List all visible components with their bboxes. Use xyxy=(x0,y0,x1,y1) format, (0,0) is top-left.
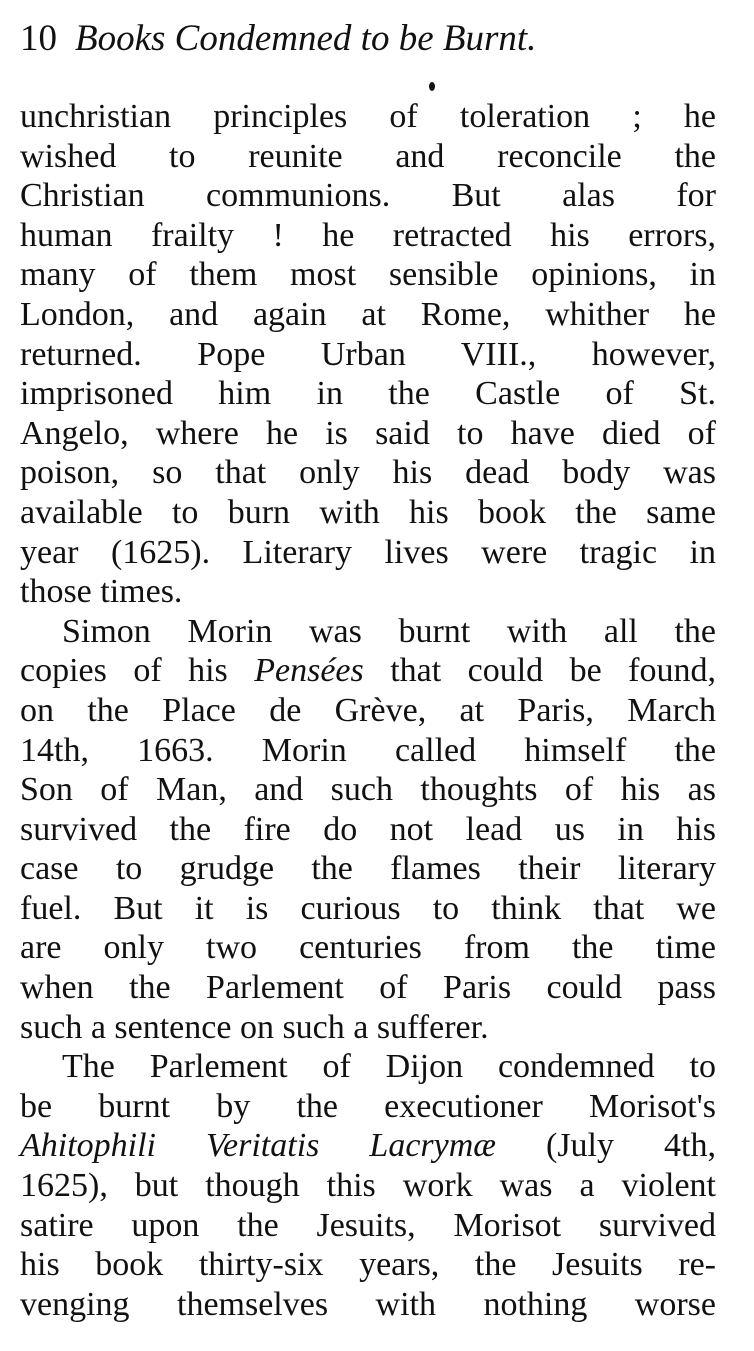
text-line: 14th, 1663. Morin called himself the xyxy=(20,731,716,769)
text-line: London, and again at Rome, whither he xyxy=(20,295,716,333)
body-text xyxy=(20,97,716,1324)
text-line: human frailty ! he retracted his errors, xyxy=(20,216,716,254)
text-segment: that could be found, xyxy=(363,652,717,690)
text-line: on the Place de Grève, at Paris, March xyxy=(20,691,716,729)
ink-dot-mark xyxy=(429,82,435,91)
book-title-pensees: Pensées xyxy=(254,652,364,690)
text-line: fuel. But it is curious to think that we xyxy=(20,889,716,927)
running-head xyxy=(20,14,730,64)
text-line: Christian communions. But alas for xyxy=(20,177,716,215)
text-line: poison, so that only his dead body was xyxy=(20,454,716,492)
text-line: case to grudge the flames their literary xyxy=(20,850,716,888)
paragraph-3 xyxy=(20,1047,716,1324)
text-line: year (1625). Literary lives were tragic in xyxy=(20,533,716,571)
text-line: 1625), but though this work was a violent xyxy=(20,1167,716,1205)
paragraph-1 xyxy=(20,97,716,612)
text-line: unchristian principles of toleration ; he xyxy=(20,98,716,135)
text-line: Angelo, where he is said to have died of xyxy=(20,414,716,452)
text-line: be burnt by the executioner Morisot's xyxy=(20,1087,716,1125)
running-title: Books Condemned to be Burnt. xyxy=(75,18,537,59)
text-line xyxy=(20,1126,716,1166)
text-line: wished to reunite and reconcile the xyxy=(20,137,716,175)
text-line: many of them most sensible opinions, in xyxy=(20,256,716,294)
text-line: Son of Man, and such thoughts of his as xyxy=(20,771,716,809)
text-line: available to burn with his book the same xyxy=(20,493,716,531)
text-line: when the Parlement of Paris could pass xyxy=(20,969,716,1007)
text-segment: (July 4th, xyxy=(495,1127,716,1165)
text-line: satire upon the Jesuits, Morisot survived xyxy=(20,1206,716,1244)
text-line: returned. Pope Urban VIII., however, xyxy=(20,335,716,373)
book-title-ahitophili: Ahitophili Veritatis Lacrymæ xyxy=(20,1127,496,1165)
text-line: such a sentence on such a sufferer. xyxy=(20,1008,489,1046)
paragraph-2 xyxy=(20,612,716,1048)
text-line xyxy=(20,651,716,691)
text-line: imprisoned him in the Castle of St. xyxy=(20,375,716,413)
text-segment: copies of his xyxy=(20,652,255,690)
text-line: are only two centuries from the time xyxy=(20,929,716,967)
text-line: survived the fire do not lead us in his xyxy=(20,810,716,848)
text-line: Simon Morin was burnt with all the xyxy=(62,612,716,650)
text-line: The Parlement of Dijon condemned to xyxy=(62,1048,716,1086)
text-line: those times. xyxy=(20,573,183,611)
text-line: his book thirty-six years, the Jesuits re- xyxy=(20,1246,716,1284)
text-line: venging themselves with nothing worse xyxy=(20,1285,716,1323)
page-number: 10 xyxy=(20,18,57,59)
